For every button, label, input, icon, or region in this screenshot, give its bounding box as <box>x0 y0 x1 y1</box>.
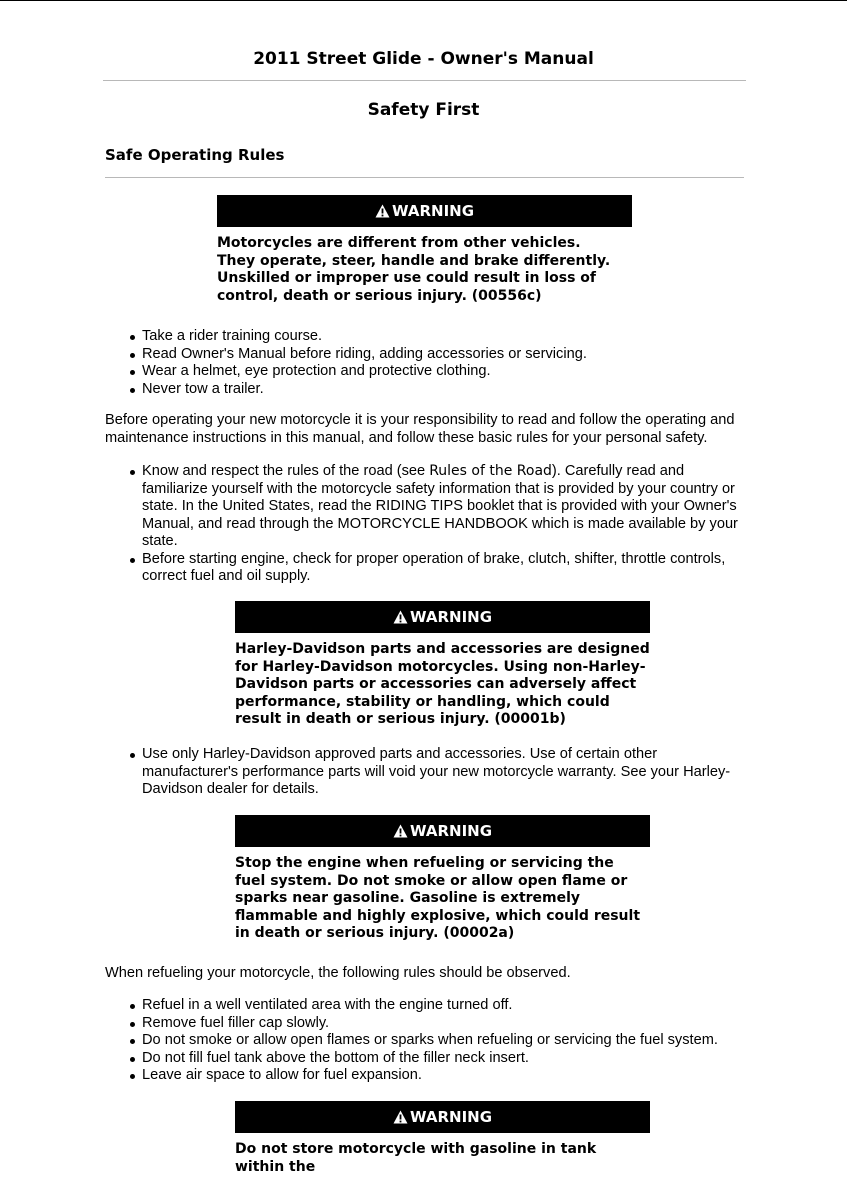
warning-header <box>235 815 650 847</box>
warning-header <box>217 195 632 227</box>
list-item: Know and respect the rules of the road (see Rules of the Road). Carefully read and familiarize yourself with the motorcycle safety information that is provided by your country or state. In the United States, read the RIDING TIPS booklet that is provided with your Owner's Manual, and read through the MOTORCYCLE HANDBOOK which is made available by your state. <box>105 463 747 551</box>
warning-triangle-icon <box>393 824 408 838</box>
warning-label: WARNING <box>409 1108 493 1126</box>
list-item: Never tow a trailer. <box>105 381 745 399</box>
warning-label: WARNING <box>409 608 493 626</box>
refueling-paragraph: When refueling your motorcycle, the following rules should be observed. <box>105 965 571 981</box>
refueling-rules-list <box>105 997 765 1085</box>
warning-triangle-icon <box>375 204 390 218</box>
warning-box-1 <box>217 195 632 305</box>
warning-text: Harley-Davidson parts and accessories are designed for Harley-Davidson motorcycles. Using non-Harley-Davidson parts or accessories can adversely affect performance, stability or handling, which could result in death or serious injury. (00001b) <box>235 641 650 728</box>
section-title: Safety First <box>367 100 480 120</box>
warning-box-4 <box>235 1101 650 1176</box>
warning-triangle-icon <box>393 1110 408 1124</box>
title-divider <box>103 80 746 81</box>
list-item: Do not smoke or allow open flames or sparks when refueling or servicing the fuel system. <box>105 1032 765 1050</box>
warning-header <box>235 1101 650 1133</box>
list-item: Before starting engine, check for proper operation of brake, clutch, shifter, throttle controls, correct fuel and oil supply. <box>105 551 747 586</box>
basic-rules-list <box>105 463 747 586</box>
warning-text: Motorcycles are different from other vehicles. They operate, steer, handle and brake differently. Unskilled or improper use could result in loss of control, death or serious injury. (00556c) <box>217 235 611 304</box>
list-item: Refuel in a well ventilated area with the engine turned off. <box>105 997 765 1015</box>
list-item: Take a rider training course. <box>105 328 745 346</box>
warning-box-2 <box>235 601 650 729</box>
list-item: Leave air space to allow for fuel expansion. <box>105 1067 765 1085</box>
subsection-divider <box>105 177 744 178</box>
warning-label: WARNING <box>409 822 493 840</box>
rider-rules-list <box>105 328 745 398</box>
subsection-title: Safe Operating Rules <box>105 146 285 164</box>
list-item: Remove fuel filler cap slowly. <box>105 1015 765 1033</box>
list-item: Use only Harley-Davidson approved parts and accessories. Use of certain other manufacturer's performance parts will void your new motorcycle warranty. See your Harley-Davidson dealer for details. <box>105 746 745 799</box>
warning-triangle-icon <box>393 610 408 624</box>
warning-text: Do not store motorcycle with gasoline in tank within the <box>235 1141 597 1175</box>
parts-list <box>105 746 745 799</box>
warning-text: Stop the engine when refueling or servicing the fuel system. Do not smoke or allow open flame or sparks near gasoline. Gasoline is extremely flammable and highly explosive, which could result in death or serious injury. (00002a) <box>235 855 641 942</box>
warning-header <box>235 601 650 633</box>
manual-title: 2011 Street Glide - Owner's Manual <box>253 49 594 69</box>
rules-of-the-road-link[interactable]: Rules of the Road <box>429 463 552 479</box>
list-item: Do not fill fuel tank above the bottom of the filler neck insert. <box>105 1050 765 1068</box>
warning-box-3 <box>235 815 650 943</box>
warning-label: WARNING <box>391 202 475 220</box>
list-item: Wear a helmet, eye protection and protective clothing. <box>105 363 745 381</box>
list-item: Read Owner's Manual before riding, adding accessories or servicing. <box>105 346 745 364</box>
responsibility-paragraph: Before operating your new motorcycle it is your responsibility to read and follow the operating and maintenance instructions in this manual, and follow these basic rules for your personal safety. <box>105 412 735 446</box>
